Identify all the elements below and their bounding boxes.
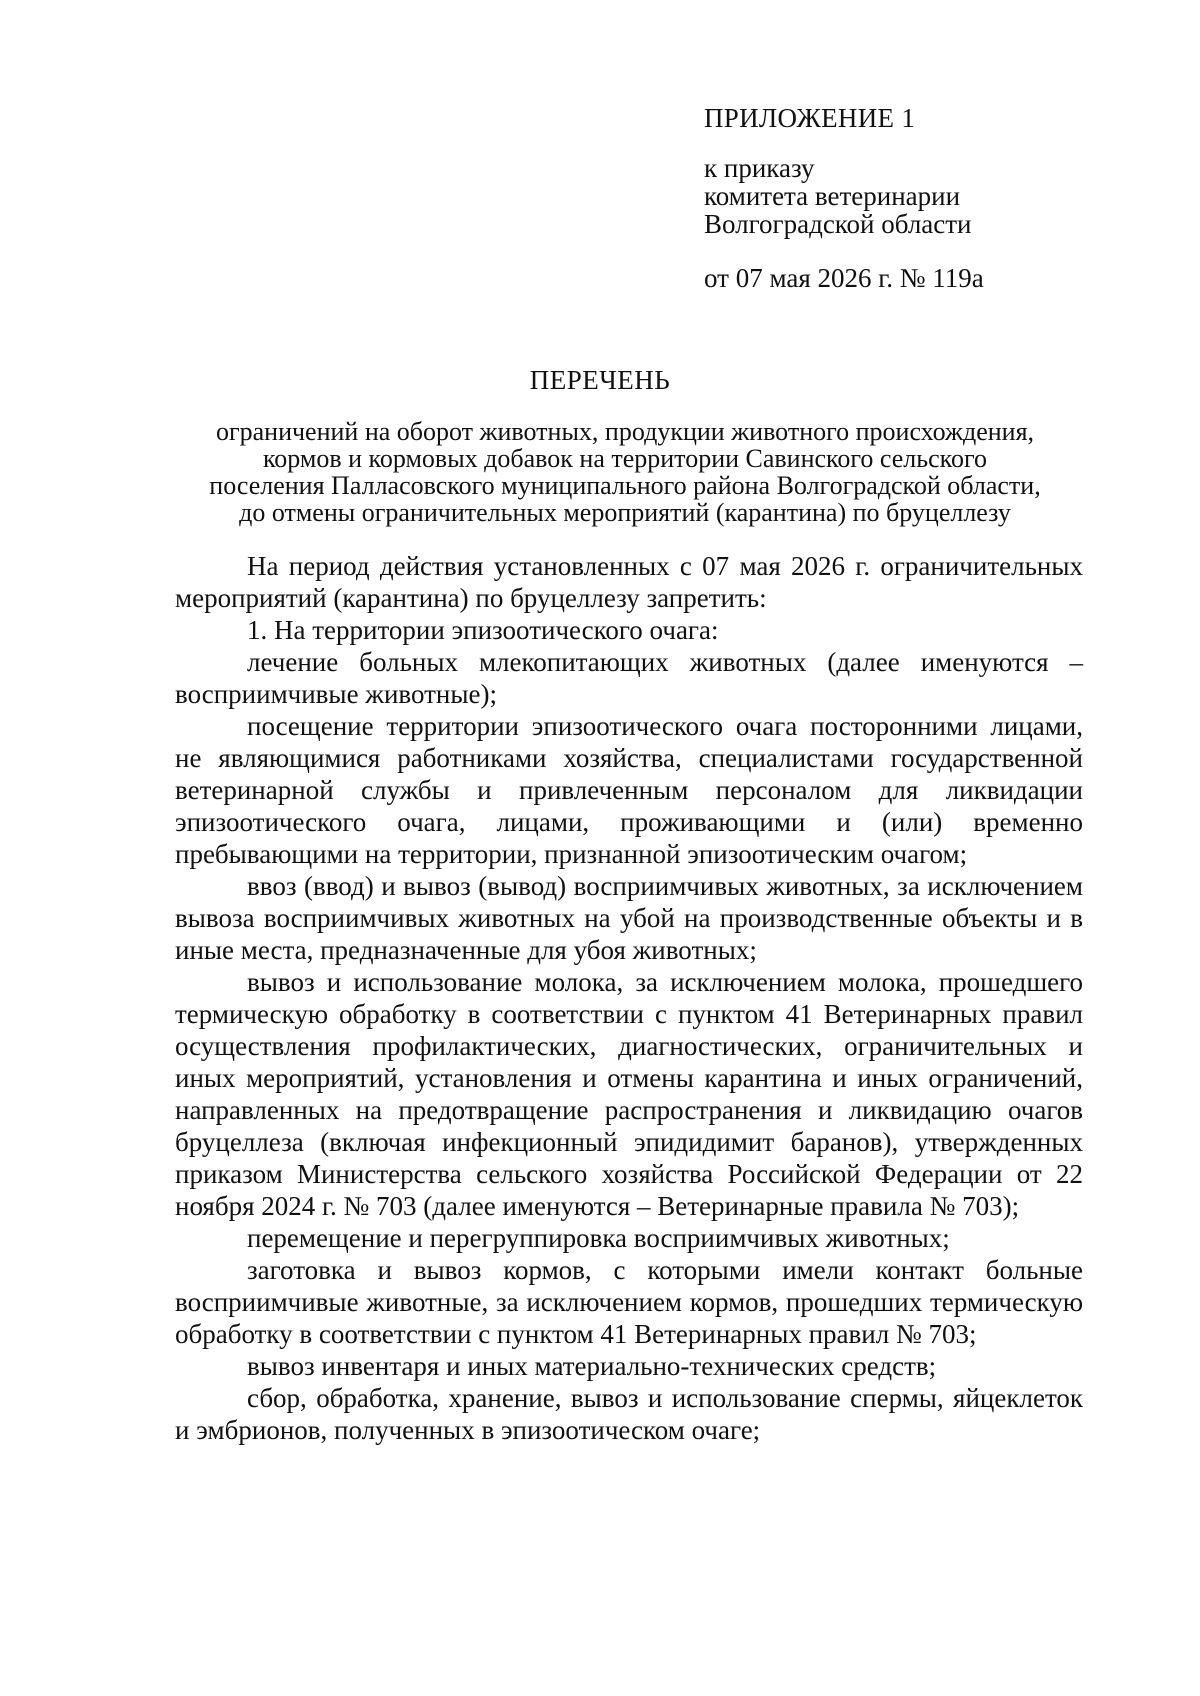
appendix-heading: ПРИЛОЖЕНИЕ 1 (704, 103, 916, 133)
restriction-paragraph: посещение территории эпизоотического очага посторонними лицами, не являющимися работниками хозяйства, специалистами государственной ветеринарной службы и привлеченным персоналом для ликвидации эпизоотического очага, лицами, проживающими и (или) временно пребывающими на территории, признанной эпизоотическим очагом; (175, 711, 1083, 869)
restriction-paragraph: сбор, обработка, хранение, вывоз и использование спермы, яйцеклеток и эмбрионов, полученных в эпизоотическом очаге; (175, 1383, 1083, 1445)
order-reference-line-1: к приказу (704, 153, 815, 183)
appendix-block (704, 104, 1124, 292)
restriction-paragraph: перемещение и перегруппировка восприимчивых животных; (247, 1223, 950, 1253)
order-reference-line-2: комитета ветеринарии (704, 181, 961, 211)
order-date-number: от 07 мая 2026 г. № 119а (704, 263, 984, 293)
restriction-paragraph: ввоз (ввод) и вывоз (вывод) восприимчивых животных, за исключением вывоза восприимчивых животных на убой на производственные объекты и в иные места, предназначенные для убоя животных; (175, 871, 1083, 965)
restriction-paragraph: заготовка и вывоз кормов, с которыми имели контакт больные восприимчивые животные, за исключением кормов, прошедших термическую обработку в соответствии с пунктом 41 Ветеринарных правил № 703; (175, 1255, 1083, 1349)
restriction-paragraph: вывоз инвентаря и иных материально-технических средств; (247, 1351, 937, 1381)
section-heading-paragraph: 1. На территории эпизоотического очага: (247, 615, 719, 645)
subtitle-line: ограничений на оборот животных, продукции животного происхождения, (215, 417, 1035, 446)
restriction-paragraph: лечение больных млекопитающих животных (далее именуются – восприимчивые животные); (175, 647, 1083, 709)
intro-paragraph: На период действия установленных с 07 мая 2026 г. ограничительных мероприятий (карантина) по бруцеллезу запретить: (175, 551, 1083, 613)
document-title: ПЕРЕЧЕНЬ (529, 365, 671, 395)
subtitle-line: до отмены ограничительных мероприятий (карантина) по бруцеллезу (239, 498, 1011, 527)
document-subtitle (150, 418, 1100, 526)
order-reference-line-3: Волгоградской области (704, 209, 972, 239)
document-body (175, 550, 1083, 1446)
restriction-paragraph: вывоз и использование молока, за исключением молока, прошедшего термическую обработку в соответствии с пунктом 41 Ветеринарных правил осуществления профилактических, диагностических, ограничительных и иных мероприятий, установления и отмены карантина и иных ограничений, направленных на предотвращение распространения и ликвидацию очагов бруцеллеза (включая инфекционный эпидидимит баранов), утвержденных приказом Министерства сельского хозяйства Российской Федерации от 22 ноября 2024 г. № 703 (далее именуются – Ветеринарные правила № 703); (175, 967, 1083, 1221)
subtitle-line: кормов и кормовых добавок на территории Савинского сельского (263, 444, 987, 473)
subtitle-line: поселения Палласовского муниципального района Волгоградской области, (209, 471, 1041, 500)
